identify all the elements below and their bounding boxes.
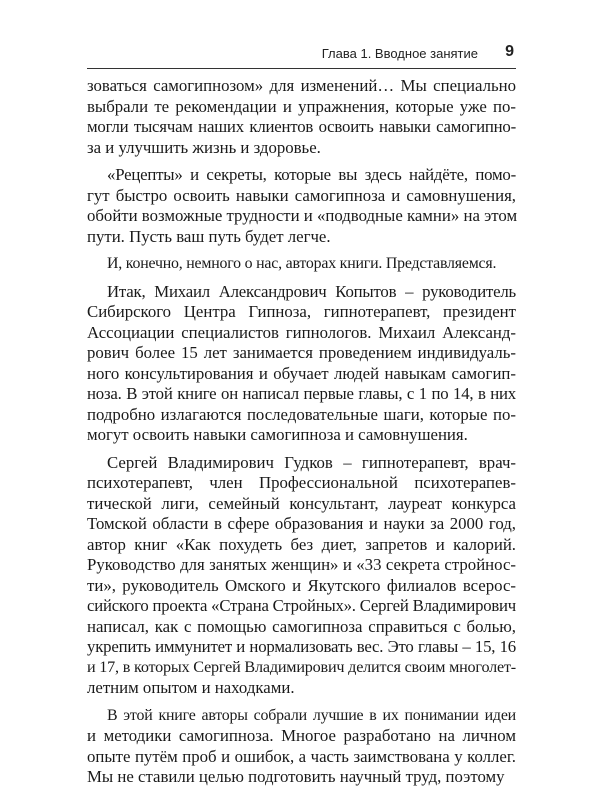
- text-line: гут быстро освоить навыки самогипноза и самовнушения,: [87, 185, 516, 205]
- text-line: за и улучшить жизнь и здоровье.: [87, 137, 321, 157]
- paragraph: [87, 254, 516, 275]
- page-number: 9: [505, 43, 514, 60]
- text-line: Сергей Владимирович Гудков – гипнотерапевт, врач-: [107, 452, 516, 472]
- text-line: «Рецепты» и секреты, которые вы здесь найдёте, помо-: [107, 165, 516, 184]
- chapter-title: Глава 1. Вводное занятие: [321, 46, 478, 61]
- text-line: Сибирского Центра Гипноза, гипнотерапевт, президент: [87, 302, 516, 321]
- text-line: пути. Пусть ваш путь будет легче.: [87, 226, 331, 246]
- text-line: обойти возможные трудности и «подводные камни» на этом: [87, 206, 518, 225]
- header-rule: [87, 68, 516, 69]
- text-line: и 17, в которых Сергей Владимирович делится своим многолет-: [87, 658, 516, 676]
- text-line: И, конечно, немного о нас, авторах книги. Представляемся.: [107, 255, 497, 272]
- text-line: ного консультирования и обучает людей навыкам самогип-: [87, 363, 516, 383]
- text-line: укрепить иммунитет и нормализовать вес. Это главы – 15, 16: [87, 637, 516, 656]
- text-line: написал, как с помощью самогипноза справиться с болью,: [87, 616, 516, 636]
- running-header: [87, 44, 516, 64]
- paragraph: [87, 282, 516, 446]
- text-line: Мы не ставили целью подготовить научный труд, поэтому: [87, 767, 505, 786]
- text-line: ти», руководитель Омского и Якутского филиалов всерос-: [87, 575, 516, 595]
- paragraph: [87, 706, 516, 788]
- text-line: выбрали те рекомендации и упражнения, которые уже по-: [87, 96, 516, 116]
- text-line: Руководство для занятых женщин» и «33 секрета стройнос-: [87, 555, 516, 574]
- text-line: рович более 15 лет занимается проведением индивидуаль-: [87, 343, 516, 362]
- text-line: подробно излагаются последовательные шаги, которые по-: [87, 404, 516, 424]
- text-line: ноза. В этой книге он написал первые главы, с 1 по 14, в них: [87, 384, 516, 403]
- text-line: Итак, Михаил Александрович Копытов – руководитель: [107, 281, 516, 301]
- text-line: и методики самогипноза. Многое разработано на личном: [87, 726, 516, 745]
- text-line: автор книг «Как похудеть без диет, запретов и калорий.: [87, 534, 516, 554]
- paragraph: [87, 76, 516, 158]
- body-text: [87, 76, 516, 795]
- text-line: сийского проекта «Страна Стройных». Сергей Владимирович: [87, 596, 516, 615]
- text-line: тической лиги, семейный консультант, лауреат конкурса: [87, 493, 516, 513]
- text-line: летним опытом и находками.: [87, 678, 295, 697]
- text-line: могут освоить навыки самогипноза и самовнушения.: [87, 425, 468, 444]
- text-line: зоваться самогипнозом» для изменений… Мы специально: [87, 76, 516, 95]
- paragraph: [87, 453, 516, 699]
- text-line: психотерапевт, член Профессиональной психотерапев-: [87, 473, 516, 492]
- text-line: Томской области в сфере образования и науки за 2000 год,: [87, 514, 516, 533]
- paragraph: [87, 165, 516, 247]
- text-line: опыте путём проб и ошибок, а часть заимствована у коллег.: [87, 746, 516, 766]
- text-line: Ассоциации специалистов гипнологов. Михаил Александ-: [87, 322, 516, 342]
- text-line: могли тысячам наших клиентов освоить навыки самогипно-: [87, 117, 516, 136]
- text-line: В этой книге авторы собрали лучшие в их понимании идеи: [107, 706, 516, 724]
